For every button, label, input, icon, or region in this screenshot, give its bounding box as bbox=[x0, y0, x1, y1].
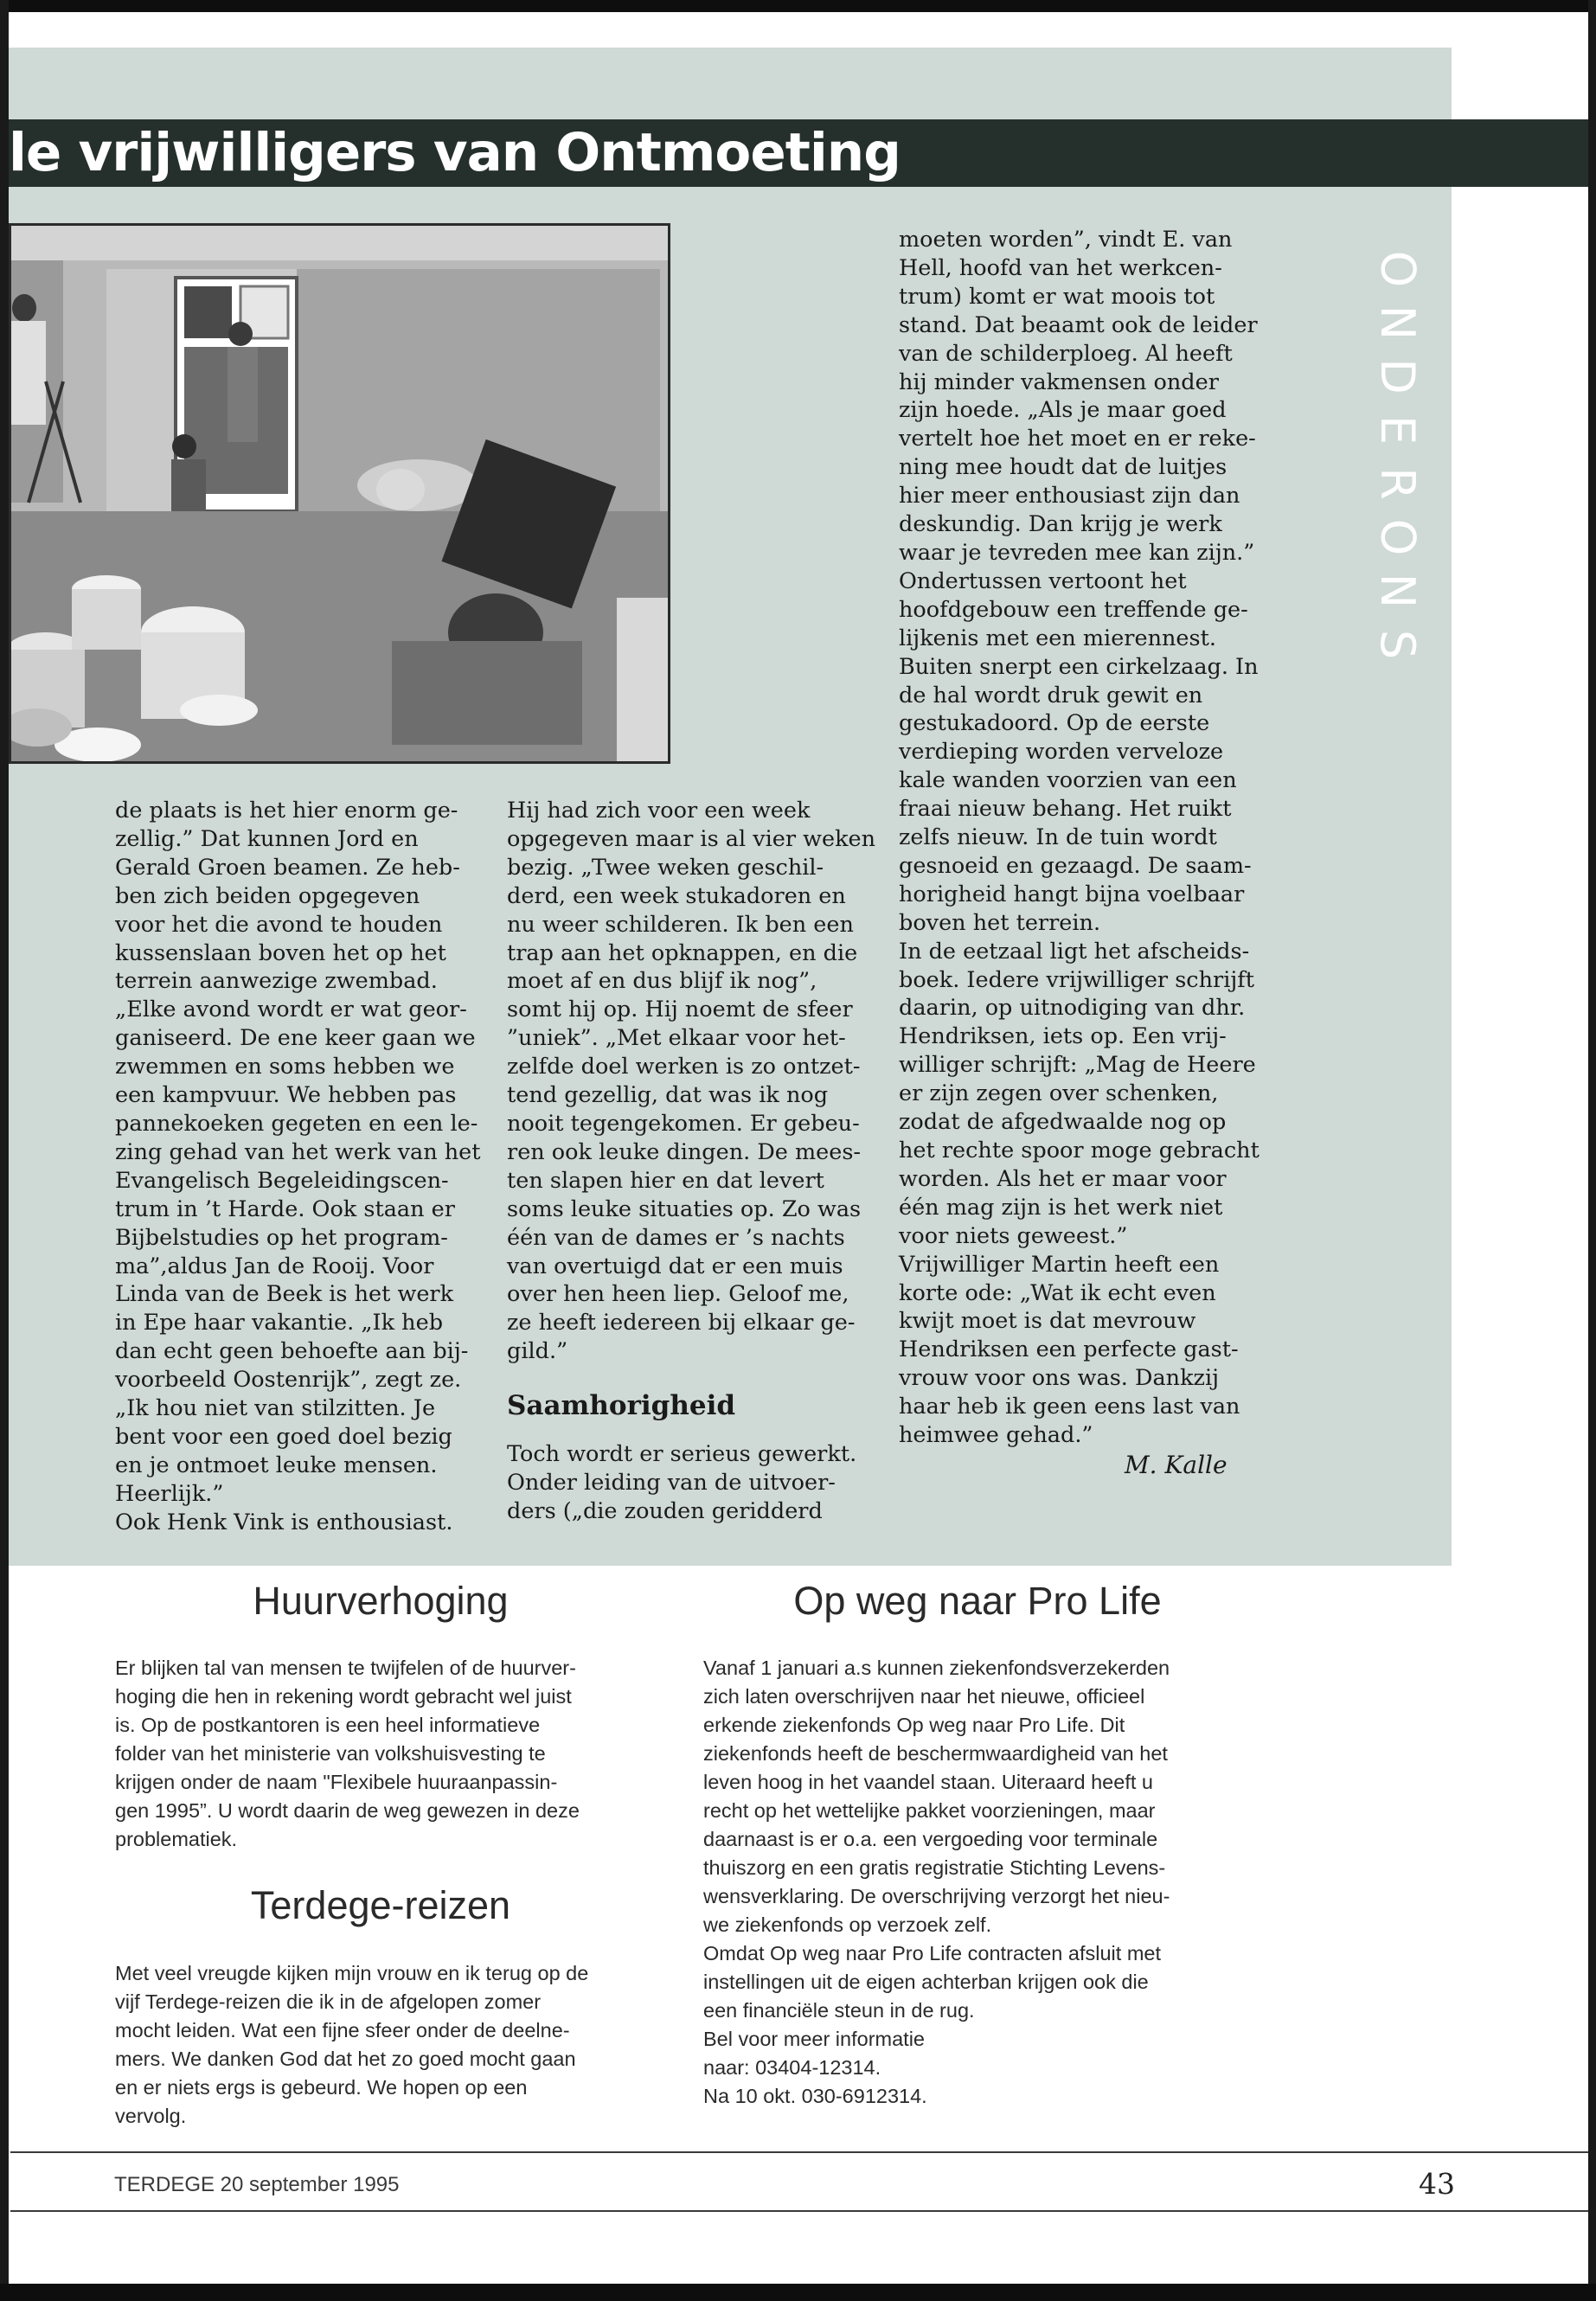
text-line: soms leuke situaties op. Zo was bbox=[507, 1195, 862, 1222]
text-line: ganiseerd. De ene keer gaan we bbox=[115, 1025, 476, 1052]
text-line: ders („die zouden geridderd bbox=[507, 1497, 823, 1524]
text-line: Omdat Op weg naar Pro Life contracten afsluit met bbox=[703, 1942, 1162, 1965]
text-line: boven het terrein. bbox=[899, 909, 1101, 936]
text-line: nooit tegengekomen. Er gebeu- bbox=[507, 1110, 860, 1137]
text-line: trap aan het opknappen, en die bbox=[507, 939, 858, 966]
text-line: erkende ziekenfonds Op weg naar Pro Life. Dit bbox=[703, 1714, 1125, 1736]
article-column-2 bbox=[507, 797, 875, 1526]
scan-border-bottom bbox=[0, 2284, 1596, 2301]
letter-huurverhoging-body bbox=[115, 1654, 660, 1854]
text-line: thuiszorg en een gratis registratie Stichting Levens- bbox=[703, 1856, 1166, 1879]
text-line: moet af en dus blijf ik nog”, bbox=[507, 968, 817, 995]
text-line: haar heb ik geen eens last van bbox=[899, 1394, 1240, 1420]
footer-rule-bottom bbox=[10, 2210, 1588, 2212]
text-line: een kampvuur. We hebben pas bbox=[115, 1082, 457, 1109]
text-line: instellingen uit de eigen achterban krijgen ook die bbox=[703, 1971, 1149, 1993]
headline-bar bbox=[9, 119, 1588, 187]
text-line: Onder leiding van de uitvoer- bbox=[507, 1470, 836, 1497]
text-line: tend gezellig, dat was ik nog bbox=[507, 1082, 829, 1109]
text-line: opgegeven maar is al vier weken bbox=[507, 825, 876, 852]
text-line: In de eetzaal ligt het afscheids- bbox=[899, 938, 1250, 965]
text-line: trum in ’t Harde. Ook staan er bbox=[115, 1195, 455, 1222]
text-line: Buiten snerpt een cirkelzaag. In bbox=[899, 653, 1259, 680]
text-line: Evangelisch Begeleidingscen- bbox=[115, 1167, 449, 1194]
text-line: één mag zijn is het werk niet bbox=[899, 1194, 1223, 1221]
text-line: Bijbelstudies op het program- bbox=[115, 1224, 448, 1251]
text-line: ”uniek”. „Met elkaar voor het- bbox=[507, 1025, 846, 1052]
text-line: korte ode: „Wat ik echt even bbox=[899, 1279, 1216, 1306]
letter-title-pro-life: Op weg naar Pro Life bbox=[793, 1579, 1162, 1623]
text-line: hier meer enthousiast zijn dan bbox=[899, 483, 1240, 510]
text-line: Linda van de Beek is het werk bbox=[115, 1281, 454, 1308]
text-line: gesnoeid en gezaagd. De saam- bbox=[899, 852, 1252, 879]
article-author: M. Kalle bbox=[1125, 1451, 1227, 1479]
section-label-letter: D bbox=[1370, 358, 1425, 394]
text-line: dan echt geen behoefte aan bij- bbox=[115, 1338, 469, 1365]
text-line: vertelt hoe het moet en er reke- bbox=[899, 426, 1256, 452]
section-label-onderons bbox=[1369, 242, 1425, 671]
volunteers-painting-photo bbox=[11, 226, 668, 761]
page-number: 43 bbox=[1419, 2167, 1455, 2201]
text-line: vijf Terdege-reizen die ik in de afgelopen zomer bbox=[115, 1990, 542, 2013]
text-line: gestukadoord. Op de eerste bbox=[899, 710, 1210, 737]
text-line: kussenslaan boven het op het bbox=[115, 939, 446, 966]
text-line: en je ontmoet leuke mensen. bbox=[115, 1452, 438, 1478]
text-line: de plaats is het hier enorm ge- bbox=[115, 798, 458, 824]
scan-border-top bbox=[0, 0, 1596, 12]
text-line: Vrijwilliger Martin heeft een bbox=[899, 1251, 1220, 1278]
text-line: zijn hoede. „Als je maar goed bbox=[899, 397, 1227, 424]
text-line: trum) komt er wat moois tot bbox=[899, 283, 1215, 310]
text-line: Hendriksen, iets op. Een vrij- bbox=[899, 1023, 1227, 1050]
text-line: zodat de afgedwaalde nog op bbox=[899, 1109, 1227, 1136]
text-line: daarin, op uitnodiging van dhr. bbox=[899, 995, 1246, 1022]
section-label-letter: S bbox=[1370, 629, 1425, 660]
text-line: leven hoog in het vaandel staan. Uiteraard heeft u bbox=[703, 1771, 1153, 1793]
section-label-letter: R bbox=[1370, 467, 1425, 500]
text-line: „Elke avond wordt er wat geor- bbox=[115, 997, 467, 1023]
text-line: we ziekenfonds op verzoek zelf. bbox=[703, 1913, 992, 1936]
text-line: folder van het ministerie van volkshuisvesting te bbox=[115, 1742, 546, 1765]
text-line: zellig.” Dat kunnen Jord en bbox=[115, 825, 419, 852]
text-line: heimwee gehad.” bbox=[899, 1422, 1093, 1449]
text-line: lijkenis met een mierennest. bbox=[899, 625, 1216, 651]
text-line: Vanaf 1 januari a.s kunnen ziekenfondsverzekerden bbox=[703, 1657, 1170, 1679]
text-line: ning mee houdt dat de luitjes bbox=[899, 454, 1227, 481]
text-line: Hendriksen een perfecte gast- bbox=[899, 1336, 1239, 1363]
text-line: ze heeft iedereen bij elkaar ge- bbox=[507, 1310, 856, 1336]
text-line: kwijt moet is dat mevrouw bbox=[899, 1308, 1196, 1335]
text-line: ten slapen hier en dat levert bbox=[507, 1167, 824, 1194]
subheading-saamhorigheid: Saamhorigheid bbox=[507, 1390, 736, 1422]
text-line: Ook Henk Vink is enthousiast. bbox=[115, 1509, 453, 1535]
text-line: over hen heen liep. Geloof me, bbox=[507, 1281, 849, 1308]
text-line: de hal wordt druk gewit en bbox=[899, 682, 1203, 708]
text-line: van de schilderploeg. Al heeft bbox=[899, 340, 1233, 367]
text-line: gen 1995”. U wordt daarin de weg gewezen in deze bbox=[115, 1799, 580, 1822]
text-line: problematiek. bbox=[115, 1828, 238, 1850]
text-line: mers. We danken God dat het zo goed mocht gaan bbox=[115, 2048, 576, 2070]
text-line: Met veel vreugde kijken mijn vrouw en ik terug op de bbox=[115, 1962, 589, 1984]
article-column-1 bbox=[115, 797, 481, 1537]
text-line: van overtuigd dat er een muis bbox=[507, 1253, 843, 1279]
text-line: is. Op de postkantoren is een heel informatieve bbox=[115, 1714, 541, 1736]
text-line: Heerlijk.” bbox=[115, 1480, 224, 1507]
headline: le vrijwilligers van Ontmoeting bbox=[9, 122, 901, 183]
text-line: deskundig. Dan krijg je werk bbox=[899, 511, 1222, 538]
text-line: stand. Dat beaamt ook de leider bbox=[899, 311, 1258, 338]
text-line: en er niets ergs is gebeurd. We hopen op een bbox=[115, 2076, 528, 2099]
scan-border-left bbox=[0, 0, 9, 2301]
text-line: daarnaast is er o.a. een vergoeding voor terminale bbox=[703, 1828, 1158, 1850]
text-line: ben zich beiden opgegeven bbox=[115, 882, 420, 909]
text-line: Hell, hoofd van het werkcen- bbox=[899, 254, 1222, 281]
text-line: pannekoeken gegeten en een le- bbox=[115, 1110, 478, 1137]
text-line: bezig. „Twee weken geschil- bbox=[507, 854, 824, 881]
article-photo bbox=[9, 223, 670, 764]
text-line: het rechte spoor moge gebracht bbox=[899, 1138, 1259, 1163]
text-line: mocht leiden. Wat een fijne sfeer onder de deelne- bbox=[115, 2019, 570, 2041]
text-line: fraai nieuw behang. Het ruikt bbox=[899, 796, 1232, 823]
text-line: krijgen onder de naam "Flexibele huuraanpassin- bbox=[115, 1771, 558, 1793]
text-line: Er blijken tal van mensen te twijfelen of de huurver- bbox=[115, 1657, 576, 1679]
text-line: in Epe haar vakantie. „Ik heb bbox=[115, 1310, 444, 1336]
text-line: worden. Als het er maar voor bbox=[899, 1165, 1227, 1192]
text-line: recht op het wettelijke pakket voorzieningen, maar bbox=[703, 1799, 1156, 1822]
article-column-3 bbox=[899, 226, 1271, 1450]
text-line: vrouw voor ons was. Dankzij bbox=[899, 1365, 1220, 1392]
text-line: Ondertussen vertoont het bbox=[899, 567, 1187, 594]
text-line: bent voor een goed doel bezig bbox=[115, 1423, 452, 1450]
text-line: vervolg. bbox=[115, 2105, 187, 2127]
letter-title-terdege-reizen: Terdege-reizen bbox=[250, 1883, 511, 1927]
text-line: Na 10 okt. 030-6912314. bbox=[703, 2085, 927, 2107]
letter-pro-life-body bbox=[703, 1654, 1266, 2111]
text-line: ziekenfonds heeft de beschermwaardigheid van het bbox=[703, 1742, 1168, 1765]
text-line: zwemmen en soms hebben we bbox=[115, 1054, 455, 1080]
section-label-letter: O bbox=[1369, 518, 1425, 556]
text-line: horigheid hangt bijna voelbaar bbox=[899, 881, 1245, 907]
text-line: ren ook leuke dingen. De mees- bbox=[507, 1138, 862, 1165]
text-line: hij minder vakmensen onder bbox=[899, 369, 1219, 395]
text-line: terrein aanwezige zwembad. bbox=[115, 968, 438, 995]
text-line: somt hij op. Hij noemt de sfeer bbox=[507, 997, 853, 1023]
text-line: zing gehad van het werk van het bbox=[115, 1138, 481, 1165]
letter-terdege-reizen-body bbox=[115, 1959, 660, 2131]
text-line: waar je tevreden mee kan zijn.” bbox=[899, 539, 1255, 566]
text-line: wensverklaring. De overschrijving verzorgt het nieu- bbox=[703, 1885, 1170, 1907]
text-line: „Ik hou niet van stilzitten. Je bbox=[115, 1395, 436, 1422]
text-line: Hij had zich voor een week bbox=[507, 798, 811, 824]
text-line: een financiële steun in de rug. bbox=[703, 1999, 975, 2022]
text-line: williger schrijft: „Mag de Heere bbox=[899, 1052, 1256, 1079]
text-line: derd, een week stukadoren en bbox=[507, 882, 846, 909]
text-line: moeten worden”, vindt E. van bbox=[899, 227, 1233, 253]
publication-date: TERDEGE 20 september 1995 bbox=[114, 2173, 400, 2196]
text-line: naar: 03404-12314. bbox=[703, 2056, 881, 2079]
text-line: hoofdgebouw een treffende ge- bbox=[899, 596, 1248, 623]
text-line: zelfde doel werken is zo ontzet- bbox=[507, 1054, 861, 1080]
text-line: zelfs nieuw. In de tuin wordt bbox=[899, 824, 1217, 851]
text-line: kale wanden voorzien van een bbox=[899, 767, 1237, 794]
text-line: Toch wordt er serieus gewerkt. bbox=[507, 1441, 857, 1468]
text-line: Gerald Groen beamen. Ze heb- bbox=[115, 854, 460, 881]
text-line: voor niets geweest.” bbox=[899, 1222, 1128, 1249]
text-line: Bel voor meer informatie bbox=[703, 2028, 925, 2050]
text-line: voor het die avond te houden bbox=[115, 911, 443, 938]
text-line: gild.” bbox=[507, 1338, 568, 1365]
scan-border-right bbox=[1588, 0, 1596, 2301]
text-line: zich laten overschrijven naar het nieuwe, officieel bbox=[703, 1685, 1145, 1708]
text-line: verdieping worden verveloze bbox=[899, 739, 1224, 766]
letter-title-huurverhoging: Huurverhoging bbox=[253, 1579, 509, 1623]
text-line: voorbeeld Oostenrijk”, zegt ze. bbox=[115, 1367, 462, 1394]
text-line: hoging die hen in rekening wordt gebracht wel juist bbox=[115, 1685, 572, 1708]
text-line: boek. Iedere vrijwilliger schrijft bbox=[899, 966, 1254, 993]
text-line: één van de dames er ’s nachts bbox=[507, 1224, 845, 1251]
section-label-letter: N bbox=[1370, 573, 1425, 609]
text-line: nu weer schilderen. Ik ben een bbox=[507, 911, 854, 938]
section-label-letter: N bbox=[1370, 304, 1425, 341]
section-label-letter: O bbox=[1369, 250, 1425, 288]
footer-rule-top bbox=[10, 2151, 1588, 2153]
text-line: er zijn zegen over schenken, bbox=[899, 1080, 1219, 1107]
section-label-letter: E bbox=[1370, 414, 1425, 445]
text-line: ma”,aldus Jan de Rooij. Voor bbox=[115, 1253, 434, 1279]
